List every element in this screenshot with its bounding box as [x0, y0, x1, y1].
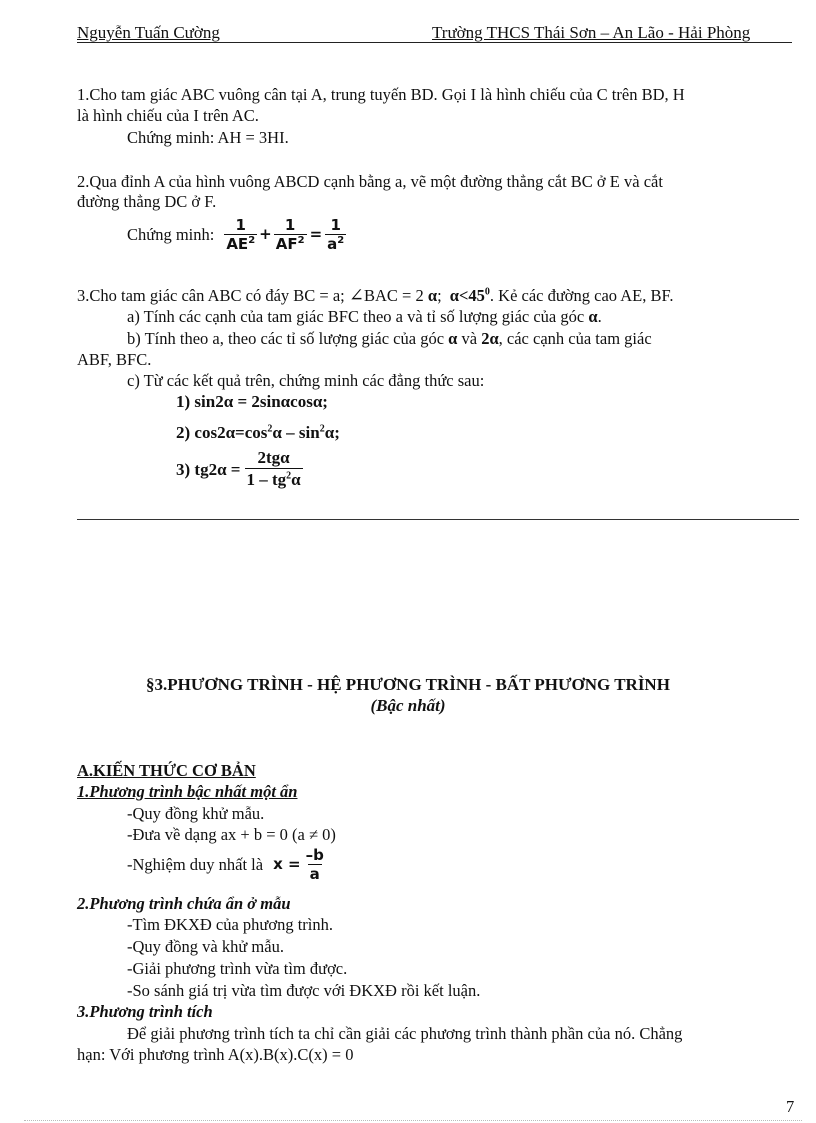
fraction-denominator: $1 - tg^2\alpha$: [246, 470, 301, 489]
section-title: §3.PHƯƠNG TRÌNH - HỆ PHƯƠNG TRÌNH - BẤT PHƯƠNG TRÌNH: [146, 675, 670, 694]
formula-equals: =: [309, 225, 323, 243]
fraction-denominator: $a^2$: [327, 235, 345, 253]
s2-item-1: -Tìm ĐKXĐ của phương trình.: [127, 915, 334, 934]
problem-1-prove: Chứng minh: AH = 3HI.: [127, 128, 289, 147]
page-number: 7: [786, 1097, 795, 1116]
problem-2-line-2: đường thẳng DC ở F.: [77, 192, 217, 211]
solution-fraction: [304, 846, 326, 883]
footer-rule: [24, 1120, 802, 1121]
s1-item-1: -Quy đồng khử mẫu.: [127, 804, 265, 823]
s1-item-2: -Đưa về dạng ax + b = 0 (a ≠ 0): [127, 825, 336, 844]
section-separator: [77, 519, 799, 520]
subheading-linear-equation: 1.Phương trình bậc nhất một ẩn: [77, 782, 298, 801]
identity-2: 2) $\cos 2\alpha=\cos^2\alpha - \sin^2\alpha$;: [176, 423, 340, 442]
heading-basic-knowledge: A.KIẾN THỨC CƠ BẢN: [77, 761, 256, 780]
formula-fraction-a: [325, 216, 346, 253]
problem-3-part-b: b) Tính theo a, theo các tỉ số lượng giác của góc α và 2α, các cạnh của tam giác: [127, 329, 652, 348]
header-rule: [77, 42, 792, 43]
subheading-equation-with-denominator: 2.Phương trình chứa ẩn ở mẫu: [77, 894, 291, 913]
s2-item-3: -Giải phương trình vừa tìm được.: [127, 959, 348, 978]
header-author: Nguyễn Tuấn Cường: [77, 23, 220, 42]
header-school: Trường THCS Thái Sơn – An Lão - Hải Phòng: [432, 23, 751, 42]
fraction-denominator: $AE^2$: [226, 235, 256, 253]
problem-2-prove-label: Chứng minh:: [127, 225, 215, 244]
fraction-denominator: a: [309, 865, 320, 883]
identity-3: 3) tg2α = $\frac{\text{2tgα}}{1 - tg^2\alpha}$: [176, 448, 301, 489]
fraction-numerator: 1: [235, 216, 246, 234]
subheading-product-equation: 3.Phương trình tích: [77, 1002, 213, 1021]
problem-3-part-c: c) Từ các kết quả trên, chứng minh các đẳng thức sau:: [127, 371, 485, 390]
section-subtitle: (Bậc nhất): [370, 696, 446, 715]
identity-1: 1) sin2α = 2sinαcosα;: [176, 392, 328, 411]
problem-3-part-b-line-2: ABF, BFC.: [77, 350, 152, 369]
problem-1-line-1: 1.Cho tam giác ABC vuông cân tại A, trung tuyến BD. Gọi I là hình chiếu của C trên BD, H: [77, 85, 685, 104]
fraction-denominator: $AF^2$: [275, 235, 305, 253]
problem-2-line-1: 2.Qua đỉnh A của hình vuông ABCD cạnh bằng a, vẽ một đường thẳng cắt BC ở E và cắt: [77, 172, 663, 191]
formula-plus: +: [259, 225, 272, 243]
fraction-numerator: –b: [305, 846, 324, 864]
formula-fraction-af: [274, 216, 307, 253]
angle-icon: ∠: [348, 285, 364, 305]
s1-item-3: -Nghiệm duy nhất là x = $\frac{-b}{a}$: [127, 846, 324, 883]
problem-3-part-a: a) Tính các cạnh của tam giác BFC theo a và tỉ số lượng giác của góc α.: [127, 307, 602, 326]
identity-3-fraction: [245, 448, 303, 491]
formula-fraction-ae: [224, 216, 257, 253]
s3-line-2: hạn: Với phương trình A(x).B(x).C(x) = 0: [77, 1045, 354, 1064]
s2-item-2: -Quy đồng và khử mẫu.: [127, 937, 284, 956]
fraction-numerator: 2tgα: [257, 448, 290, 467]
s2-item-4: -So sánh giá trị vừa tìm được với ĐKXĐ rồi kết luận.: [127, 981, 481, 1000]
s3-line-1: Để giải phương trình tích ta chỉ cần giải các phương trình thành phần của nó. Chẳng: [127, 1024, 683, 1043]
problem-3-line-1: 3.Cho tam giác cân ABC có đáy BC = a; ∠BAC = 2 α; $\alpha<45^0$. Kẻ các đường cao AE, BF.: [77, 285, 674, 305]
fraction-numerator: 1: [284, 216, 296, 234]
problem-2-prove-row: [127, 216, 346, 253]
fraction-numerator: 1: [330, 216, 341, 234]
problem-1-line-2: là hình chiếu của I trên AC.: [77, 106, 259, 125]
